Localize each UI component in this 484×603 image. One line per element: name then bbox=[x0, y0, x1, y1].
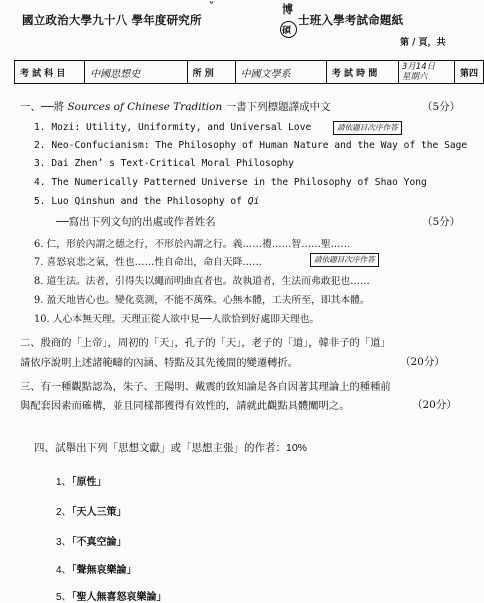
date-value: 3月14日 bbox=[401, 62, 436, 72]
subject-label: 考 試 科 目 bbox=[15, 61, 85, 84]
title-part1: 國立政治大學九十八 學年度研究所 bbox=[22, 13, 202, 27]
section3-line2: 與配套因素而確構，並且同樣都獲得有效性的，請就此觀點具體闡明之。 bbox=[20, 400, 350, 412]
dept-label: 所 別 bbox=[187, 61, 235, 84]
title-part2: 士班入學考試命題紙 bbox=[298, 13, 404, 27]
list-item: 5、「聖人無喜怒哀樂論」 bbox=[56, 592, 167, 603]
time-label: 考 試 時 間 bbox=[326, 61, 398, 84]
section3-points: （20分） bbox=[412, 399, 457, 411]
list-item: 3、「不真空論」 bbox=[56, 537, 127, 548]
list-item: 6. 仁，形於內謂之德之行，不形於內謂之行。義……禮……智……聖…… bbox=[34, 239, 351, 250]
section4-heading: 四、試舉出下列「思想文獻」或「思想主張」的作者：10% bbox=[34, 442, 308, 454]
list-item: 7. 喜怒哀悲之氣，性也……性自命出，命自天降…… bbox=[34, 257, 263, 268]
section1b-heading: ──寫出下列文句的出處或作者姓名 bbox=[56, 216, 216, 228]
list-item: 1、「原性」 bbox=[56, 477, 107, 488]
session-label: 第四 bbox=[454, 61, 483, 84]
list-item: 5. Luo Qinshun and the Philosophy of Qi bbox=[34, 196, 260, 207]
title-char-top: 博 bbox=[282, 3, 293, 16]
weekday-value: 星期六 bbox=[401, 72, 428, 82]
section2-points: （20分） bbox=[400, 356, 445, 368]
section3-line1: 三、有一種觀點認為，朱子、王陽明、戴震的致知論是各自因著其理論上的種種前 bbox=[20, 381, 391, 393]
section1-points: （5分） bbox=[422, 101, 461, 113]
section2-line2: 請依序說明上述諸範疇的內涵、特點及其先後間的變遷轉折。 bbox=[20, 357, 299, 369]
list-item: 2. Neo-Confucianism: The Philosophy of Human Nature and the Way of the Sage bbox=[34, 140, 468, 151]
order-stamp: 請依題目次序作答 bbox=[333, 121, 402, 135]
list-item: 3. Dai Zhen’ s Text-Critical Moral Philosophy bbox=[34, 158, 294, 169]
dept-value: 中國文學系 bbox=[240, 68, 291, 80]
list-item: 4. The Numerically Patterned Universe in the Philosophy of Shao Yong bbox=[34, 177, 427, 188]
list-item: 9. 盈天地皆心也。變化莫測，不能不萬殊。心無本體，工夫所至，即其本體。 bbox=[34, 295, 370, 306]
tick-mark: ˇ bbox=[208, 0, 215, 16]
page-title bbox=[22, 12, 202, 28]
section1b-points: （5分） bbox=[422, 216, 461, 228]
page-info: 第 / 頁，共 bbox=[400, 38, 446, 48]
list-item: 8. 道生法。法者，引得失以繩而明曲直者也。故執道者，生法而弗敢犯也…… bbox=[34, 276, 370, 287]
section2-line1: 二、殷商的「上帝」，周初的「天」，孔子的「天」，老子的「道」，韓非子的「道」 bbox=[20, 337, 391, 349]
title-char-circled: 碩 bbox=[282, 26, 292, 36]
list-item: 10. 人心本無天理。天理正從人欲中見──人欲恰到好處即天理也。 bbox=[34, 314, 320, 325]
list-item: 1. Mozi: Utility, Uniformity, and Universal Love bbox=[34, 122, 312, 133]
exam-info-table bbox=[14, 60, 484, 84]
list-item: 4、「聲無哀樂論」 bbox=[56, 565, 137, 576]
list-item: 2、「天人三策」 bbox=[56, 507, 127, 518]
subject-value: 中國思想史 bbox=[90, 68, 141, 80]
order-stamp: 請依題目次序作答 bbox=[310, 253, 379, 267]
section1-heading: 一、──將 Sources of Chinese Tradition 一書下列標題譯成中文 bbox=[20, 101, 331, 113]
